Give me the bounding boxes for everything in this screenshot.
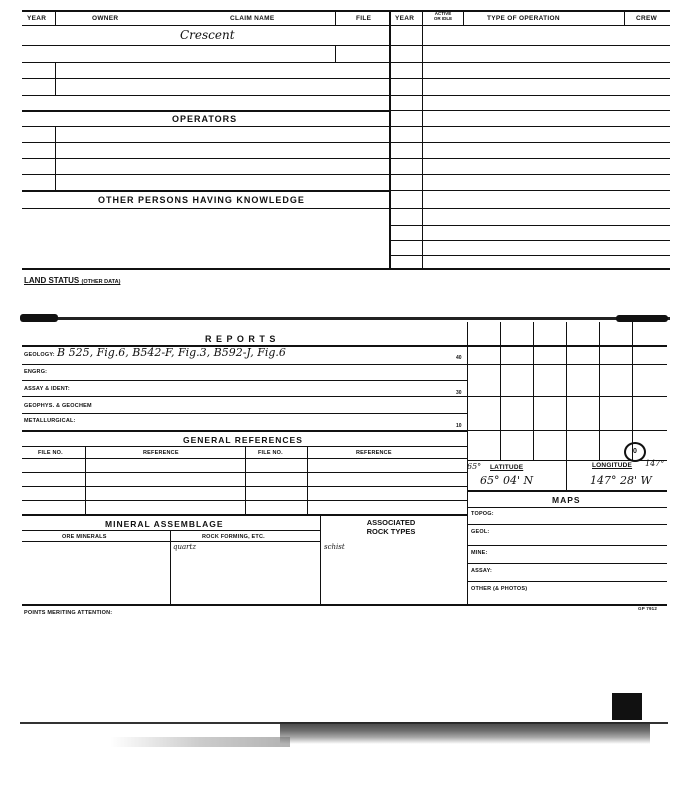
latitude-value: 65° 04' N	[480, 474, 534, 487]
report-assay-label: ASSAY & IDENT:	[24, 386, 70, 392]
lat-prefix: 65°	[467, 462, 482, 471]
maps-title: MAPS	[552, 495, 581, 505]
land-status-label: LAND STATUS (OTHER DATA)	[24, 276, 121, 285]
report-engrg-label: ENGRG:	[24, 369, 48, 375]
map-assay-label: ASSAY:	[471, 568, 493, 574]
form-code: GP 7912	[638, 606, 658, 611]
header-file: FILE	[356, 15, 372, 22]
longitude-label: LONGITUDE	[592, 462, 633, 469]
header-year: YEAR	[27, 15, 47, 22]
report-geology-label: GEOLOGY:	[24, 352, 55, 358]
latitude-label: LATITUDE	[490, 464, 524, 471]
rock-forming-entry: quartz	[173, 543, 197, 551]
report-geology-entry: B 525, Fig.6, B542-F, Fig.3, B592-J, Fig.6	[57, 346, 286, 359]
map-topog-label: TOPOG:	[471, 511, 494, 517]
reports-title: R E P O R T S	[205, 334, 277, 344]
associated-rock-types-header: ASSOCIATED ROCK TYPES	[366, 518, 416, 536]
scan-black-square	[612, 693, 642, 720]
longitude-value: 147° 28' W	[590, 474, 652, 487]
header-owner: OWNER	[92, 15, 119, 22]
lon-suffix: 147°	[645, 459, 665, 468]
header-type-of-operation: TYPE OF OPERATION	[487, 15, 560, 22]
header-claim-name: CLAIM NAME	[230, 15, 275, 22]
operators-heading: OPERATORS	[172, 114, 238, 124]
rock-forming-header: ROCK FORMING, ETC.	[202, 534, 265, 540]
map-mine-label: MINE:	[471, 550, 488, 556]
ref-file-no-2: FILE NO.	[258, 450, 283, 456]
other-persons-heading: OTHER PERSONS HAVING KNOWLEDGE	[98, 195, 305, 205]
map-other-label: OTHER (& PHOTOS)	[471, 586, 528, 592]
map-geol-label: GEOL:	[471, 529, 490, 535]
points-meriting-attention: POINTS MERITING ATTENTION:	[24, 610, 113, 616]
report-geophys-label: GEOPHYS. & GEOCHEM	[24, 403, 92, 409]
mineral-assemblage-title: MINERAL ASSEMBLAGE	[105, 519, 224, 529]
claim-name-entry: Crescent	[180, 28, 235, 42]
circle-mark: 0	[624, 442, 646, 462]
scan-smudge-top	[22, 317, 670, 320]
general-references-title: GENERAL REFERENCES	[183, 435, 303, 445]
header-active-or-idle: ACTIVE OR IDLE	[433, 11, 453, 21]
report-metallurgical-label: METALLURGICAL:	[24, 418, 76, 424]
associated-rock-entry: schist	[324, 543, 345, 551]
ref-file-no-1: FILE NO.	[38, 450, 63, 456]
ref-reference-2: REFERENCE	[356, 450, 392, 456]
ore-minerals-header: ORE MINERALS	[62, 534, 107, 540]
header-crew: CREW	[636, 15, 658, 22]
header-year-2: YEAR	[395, 15, 415, 22]
ref-reference-1: REFERENCE	[143, 450, 179, 456]
